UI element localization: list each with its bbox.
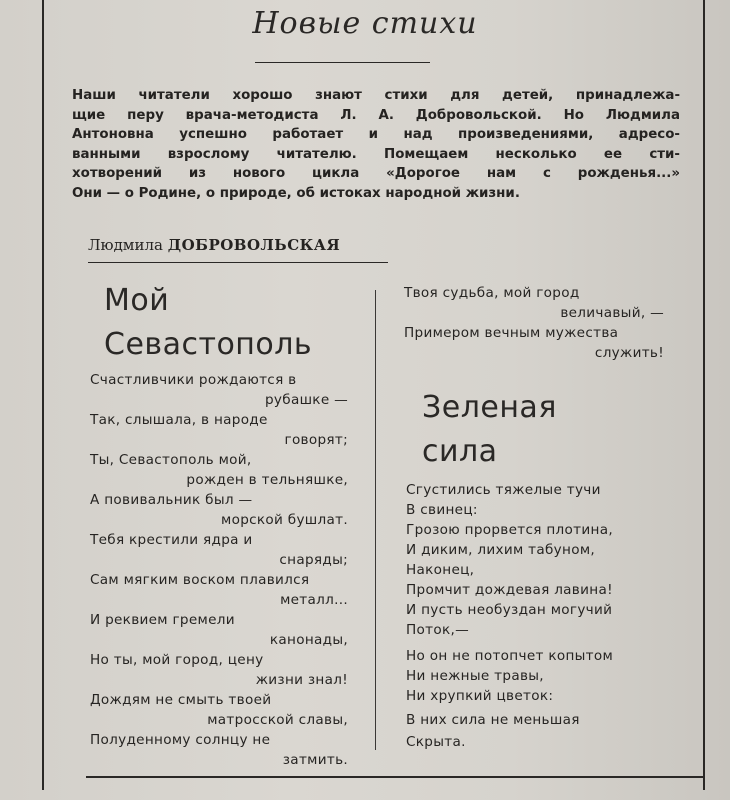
intro-line: Антоновна успешно работает и над произведениями, адресо- xyxy=(72,127,680,142)
poem1-line: Так, слышала, в народе xyxy=(90,412,268,428)
poem1-line: металл... xyxy=(280,592,348,608)
poem2-line: Скрыта. xyxy=(406,734,466,750)
intro-line: Они — о Родине, о природе, об истоках народной жизни. xyxy=(72,185,520,201)
intro-line: щие перу врача-методиста Л. А. Добровольской. Но Людмила xyxy=(72,107,680,123)
column-rule-left xyxy=(42,0,44,790)
author-surname: ДОБРОВОЛЬСКАЯ xyxy=(167,236,341,254)
author-first-name: Людмила xyxy=(88,236,163,254)
poem2-line: Ни нежные травы, xyxy=(406,668,544,684)
section-title: Новые стихи xyxy=(252,6,478,41)
poem2-line: И пусть необуздан могучий xyxy=(406,602,613,618)
poem2-title-line1: Зеленая xyxy=(422,390,557,425)
poem1-title-line1: Мой xyxy=(104,283,170,318)
column-rule-right xyxy=(703,0,705,790)
poem1-line: Но ты, мой город, цену xyxy=(90,652,264,668)
poem1-continuation-line: служить! xyxy=(594,345,664,361)
poem2-line: В них сила не меньшая xyxy=(406,712,580,728)
poem1-title-line2: Севастополь xyxy=(104,327,313,362)
poem2-line: Наконец, xyxy=(406,562,475,578)
author-byline xyxy=(88,236,340,254)
poem1-title xyxy=(104,279,312,367)
poem1-line: рожден в тельняшке, xyxy=(186,472,348,488)
poem1-line: И реквием гремели xyxy=(90,612,235,628)
poem1-line: Тебя крестили ядра и xyxy=(90,532,253,548)
poem2-title xyxy=(422,386,557,474)
poem2-line: Промчит дождевая лавина! xyxy=(406,582,613,598)
intro-paragraph xyxy=(72,86,680,203)
poem1-line: морской бушлат. xyxy=(221,512,348,528)
poem1-line: Сам мягким воском плавился xyxy=(90,572,310,588)
poem1-line: А повивальник был — xyxy=(90,492,253,508)
poem1-continuation-line: Примером вечным мужества xyxy=(404,325,619,341)
poem1-line: канонады, xyxy=(269,632,348,648)
poem1-line: Счастливчики рождаются в xyxy=(90,372,297,388)
poem2-line: Ни хрупкий цветок: xyxy=(406,688,554,704)
poem2-line: Поток,— xyxy=(406,622,469,638)
poem2-line: Но он не потопчет копытом xyxy=(406,648,614,664)
intro-line: ванными взрослому читателю. Помещаем несколько ее сти- xyxy=(72,146,680,162)
poem1-continuation-line: Твоя судьба, мой город xyxy=(404,285,580,301)
poem1-line: матросской славы, xyxy=(207,712,348,728)
poem1-line: жизни знал! xyxy=(255,672,348,688)
poem1-line: Полуденному солнцу не xyxy=(90,732,271,748)
poem2-title-line2: сила xyxy=(422,434,498,469)
bottom-rule xyxy=(86,776,703,778)
intro-line: Наши читатели хорошо знают стихи для детей, принадлежа- xyxy=(72,88,680,103)
poem2-line: И диким, лихим табуном, xyxy=(406,542,596,558)
poem2-line: Грозою прорвется плотина, xyxy=(406,522,613,538)
section-title-underline xyxy=(255,62,430,63)
poem2-line: Сгустились тяжелые тучи xyxy=(406,482,601,498)
poem1-continuation-line: величавый, — xyxy=(560,305,664,321)
poem1-line: говорят; xyxy=(284,432,348,448)
intro-line: хотворений из нового цикла «Дорогое нам с рожденья...» xyxy=(72,166,680,181)
poem1-line: рубашке — xyxy=(264,392,348,408)
poem1-line: затмить. xyxy=(282,752,348,768)
poem1-line: снаряды; xyxy=(279,552,348,568)
poem2-line: В свинец: xyxy=(406,502,478,518)
poem1-line: Дождям не смыть твоей xyxy=(90,692,272,708)
poem-column-divider xyxy=(375,290,376,750)
author-underline xyxy=(88,262,388,263)
poem1-line: Ты, Севастополь мой, xyxy=(90,452,252,468)
